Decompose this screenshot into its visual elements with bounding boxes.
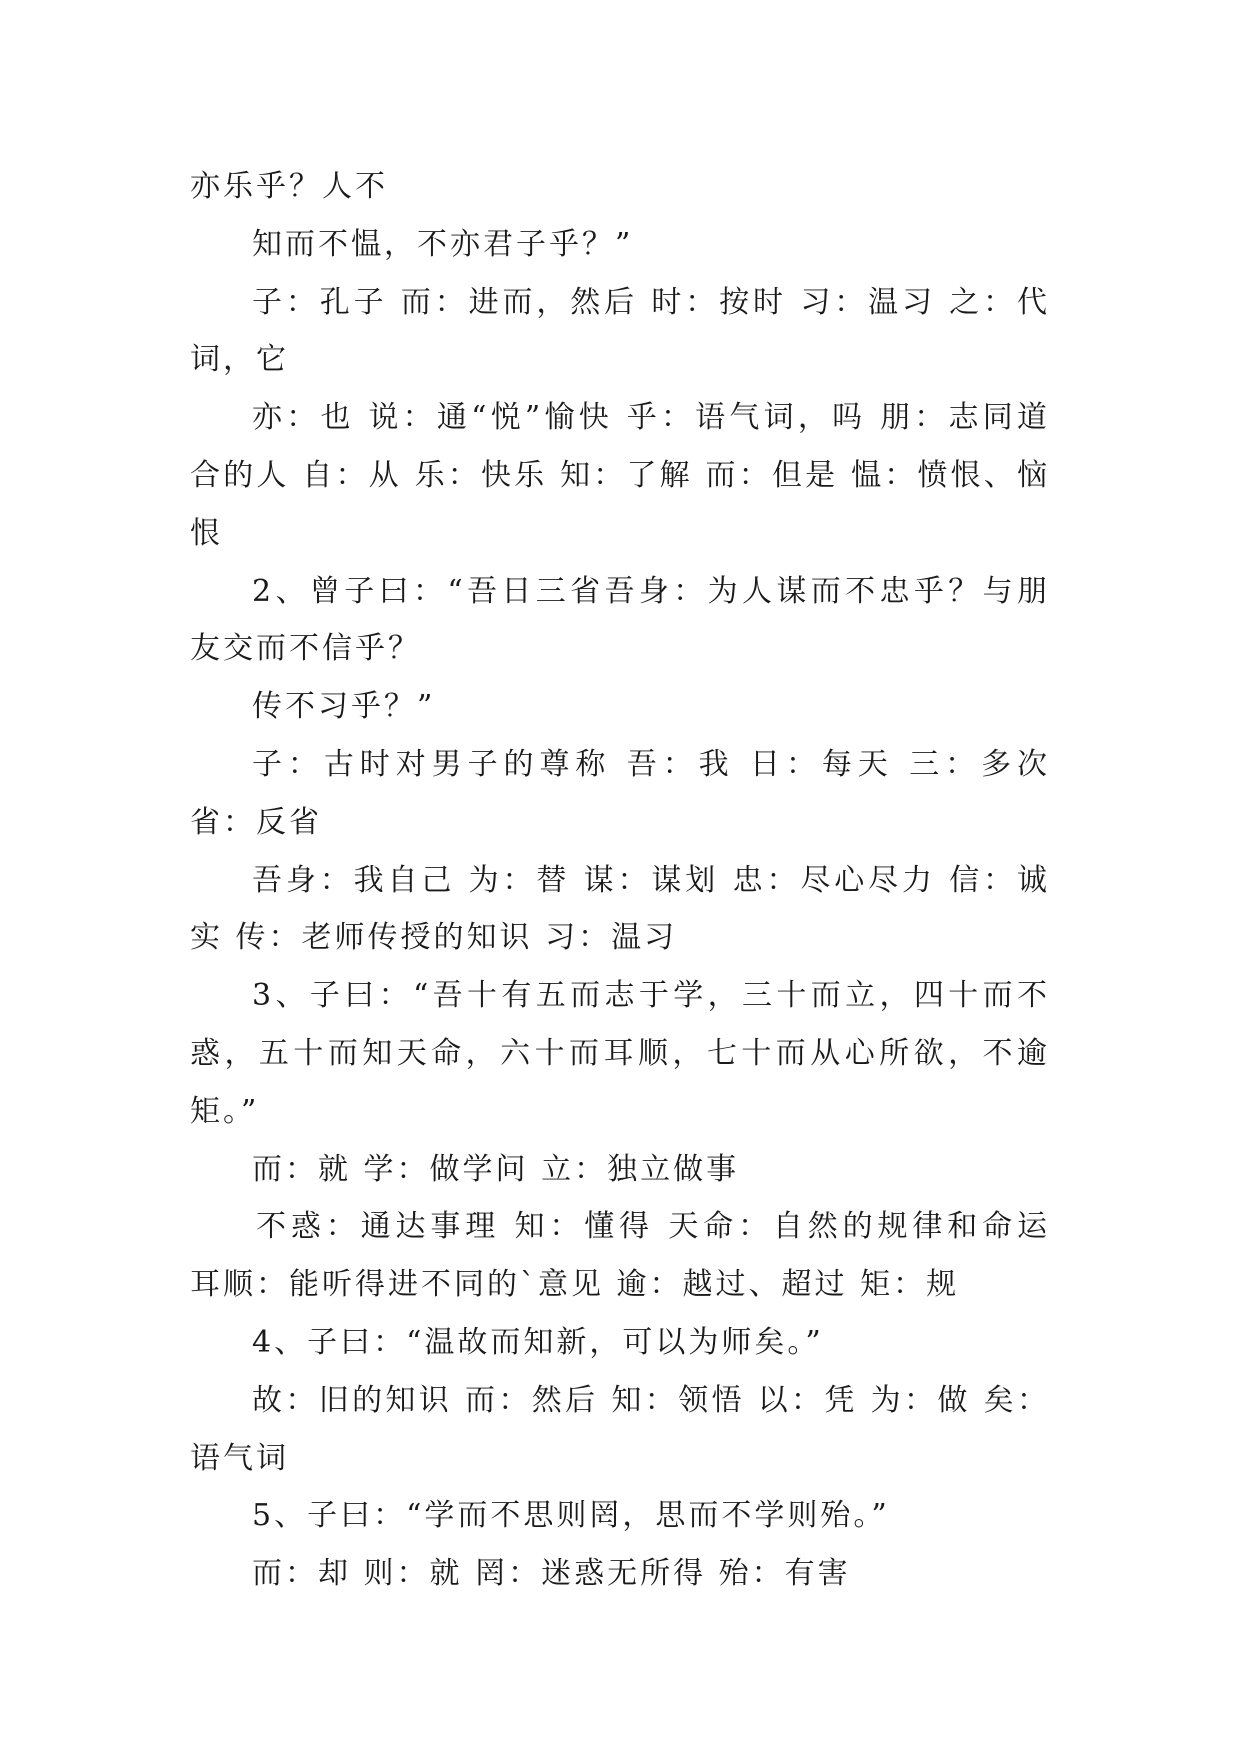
paragraph-13: 故：旧的知识 而：然后 知：领悟 以：凭 为：做 矣：语气词 xyxy=(190,1382,1050,1476)
paragraph-5: 2、曾子曰：“吾日三省吾身：为人谋而不忠乎？与朋友交而不信乎？ xyxy=(190,573,1050,667)
document-body xyxy=(190,158,1050,1603)
paragraph-15: 而：却 则：就 罔：迷惑无所得 殆：有害 xyxy=(252,1556,851,1592)
paragraph-8: 吾身：我自己 为：替 谋：谋划 忠：尽心尽力 信：诚实 传：老师传授的知识 习：温习 xyxy=(190,862,1050,956)
paragraph-14: 5、子曰：“学而不思则罔，思而不学则殆。” xyxy=(252,1498,890,1534)
paragraph-12: 4、子曰：“温故而知新，可以为师矣。” xyxy=(252,1324,824,1360)
paragraph-4: 亦：也 说：通“悦”愉快 乎：语气词，吗 朋：志同道合的人 自：从 乐：快乐 知：了解 而：但是 愠：愤恨、恼恨 xyxy=(190,400,1050,551)
paragraph-10: 而：就 学：做学问 立：独立做事 xyxy=(252,1151,740,1187)
paragraph-3: 子：孔子 而：进而，然后 时：按时 习：温习 之：代词，它 xyxy=(190,284,1050,378)
paragraph-6: 传不习乎？” xyxy=(252,689,436,725)
paragraph-11: 不惑：通达事理 知：懂得 天命：自然的规律和命运 耳顺：能听得进不同的`意见 逾：越过、超过 矩：规 xyxy=(190,1209,1050,1303)
paragraph-9: 3、子曰：“吾十有五而志于学，三十而立，四十而不惑，五十而知天命，六十而耳顺，七十而从心所欲，不逾矩。” xyxy=(190,978,1050,1129)
paragraph-2: 知而不愠，不亦君子乎？” xyxy=(252,226,634,262)
paragraph-1: 亦乐乎？人不 xyxy=(190,169,388,204)
paragraph-7: 子：古时对男子的尊称 吾：我 日：每天 三：多次 省：反省 xyxy=(190,746,1050,840)
